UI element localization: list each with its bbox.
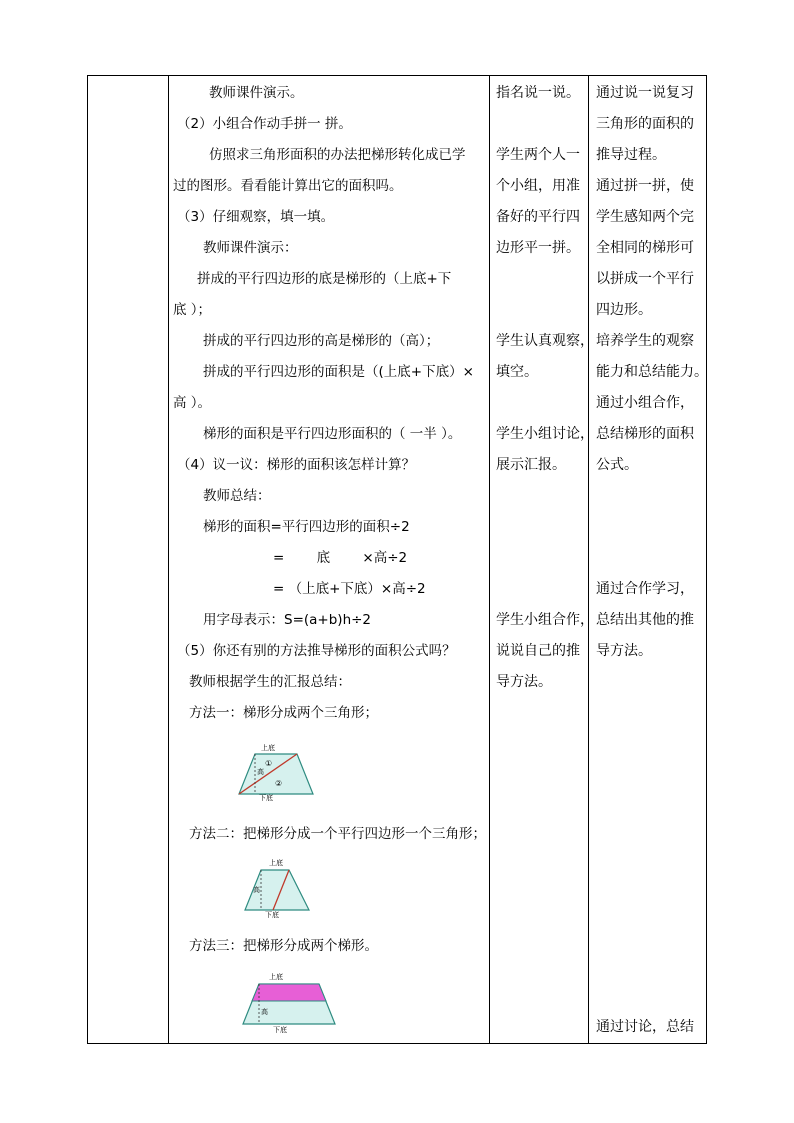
triangle-one-label: ① xyxy=(265,759,273,768)
text-line: 教师课件演示。 xyxy=(209,85,304,101)
text-line: 仿照求三角形面积的办法把梯形转化成已学 xyxy=(209,147,466,163)
formula-line: = （上底+下底）×高÷2 xyxy=(273,581,426,597)
student-line: 填空。 xyxy=(496,364,538,380)
student-line: 边形平一拼。 xyxy=(496,240,580,256)
student-line: 学生两个人一 xyxy=(496,147,580,163)
text-line: （3）仔细观察，填一填。 xyxy=(177,209,335,225)
text-line: （4）议一议：梯形的面积该怎样计算？ xyxy=(177,457,416,473)
text-line: 教师根据学生的汇报总结： xyxy=(189,674,351,690)
top-base-label: 上底 xyxy=(261,744,275,752)
method-one-diagram xyxy=(235,740,325,804)
text-line: 拼成的平行四边形的高是梯形的（高）； xyxy=(203,333,440,349)
intent-line: 全相同的梯形可 xyxy=(596,240,694,256)
empty-first-column xyxy=(88,76,168,1043)
text-line: 拼成的平行四边形的底是梯形的（上底+下 xyxy=(197,271,452,287)
student-activity-column xyxy=(490,76,594,1043)
student-line: 学生小组讨论， xyxy=(496,426,594,442)
intent-line: 导方法。 xyxy=(596,643,652,659)
formula-line: 梯形的面积=平行四边形的面积÷2 xyxy=(203,519,410,535)
student-line: 导方法。 xyxy=(496,674,552,690)
formula-line: = 底 ×高÷2 xyxy=(273,550,408,566)
triangle-two-label: ② xyxy=(275,779,283,788)
student-line: 学生认真观察， xyxy=(496,333,594,349)
intent-line: 以拼成一个平行 xyxy=(596,271,694,287)
method-three-diagram xyxy=(239,968,339,1038)
design-intent-column xyxy=(589,76,707,1043)
method-one-label: 方法一：梯形分成两个三角形； xyxy=(189,705,378,721)
intent-line: 总结出其他的推 xyxy=(596,612,694,628)
method-two-diagram xyxy=(241,854,331,920)
intent-line: 能力和总结能力。 xyxy=(596,364,708,380)
formula-line: 用字母表示：S=(a+b)h÷2 xyxy=(203,612,372,628)
intent-line: 通过讨论，总结 xyxy=(596,1019,694,1035)
intent-line: 通过小组合作， xyxy=(596,395,694,411)
student-line: 学生小组合作， xyxy=(496,612,594,628)
intent-line: 通过说一说复习 xyxy=(596,85,694,101)
intent-line: 通过合作学习， xyxy=(596,581,694,597)
student-line: 备好的平行四 xyxy=(496,209,580,225)
text-line: 教师课件演示： xyxy=(203,240,298,256)
intent-line: 通过拼一拼，使 xyxy=(596,178,694,194)
top-base-label: 上底 xyxy=(269,973,283,981)
text-line: （2）小组合作动手拼一 拼。 xyxy=(177,116,352,132)
intent-line: 四边形。 xyxy=(596,302,652,318)
text-line: 教师总结： xyxy=(203,488,271,504)
student-line: 展示汇报。 xyxy=(496,457,566,473)
text-line: 底 ）； xyxy=(173,302,212,318)
student-line: 说说自己的推 xyxy=(496,643,580,659)
student-line: 指名说一说。 xyxy=(496,85,580,101)
intent-line: 学生感知两个完 xyxy=(596,209,694,225)
bottom-base-label: 下底 xyxy=(265,911,279,919)
intent-line: 培养学生的观察 xyxy=(596,333,694,349)
method-two-label: 方法二：把梯形分成一个平行四边形一个三角形； xyxy=(189,826,486,842)
method-three-label: 方法三：把梯形分成两个梯形。 xyxy=(189,938,378,954)
text-line: 拼成的平行四边形的面积是（(上底+下底）× xyxy=(203,364,474,380)
lesson-table xyxy=(87,75,707,1044)
intent-line: 推导过程。 xyxy=(596,147,666,163)
bottom-base-label: 下底 xyxy=(259,794,273,802)
text-line: （5）你还有别的方法推导梯形的面积公式吗？ xyxy=(177,643,456,659)
height-label: 高 xyxy=(253,886,260,894)
top-base-label: 上底 xyxy=(269,859,283,867)
height-label: 高 xyxy=(257,768,264,776)
student-line: 个小组，用准 xyxy=(496,178,580,194)
text-line: 高 ）。 xyxy=(173,395,212,411)
teaching-process-column xyxy=(169,76,489,1043)
text-line: 梯形的面积是平行四边形面积的（ 一半 ）。 xyxy=(203,426,462,442)
height-label: 高 xyxy=(261,1008,268,1016)
intent-line: 总结梯形的面积 xyxy=(596,426,694,442)
text-line: 过的图形。看看能计算出它的面积吗。 xyxy=(173,178,403,194)
intent-line: 公式。 xyxy=(596,457,638,473)
bottom-base-label: 下底 xyxy=(273,1026,287,1034)
intent-line: 三角形的面积的 xyxy=(596,116,694,132)
